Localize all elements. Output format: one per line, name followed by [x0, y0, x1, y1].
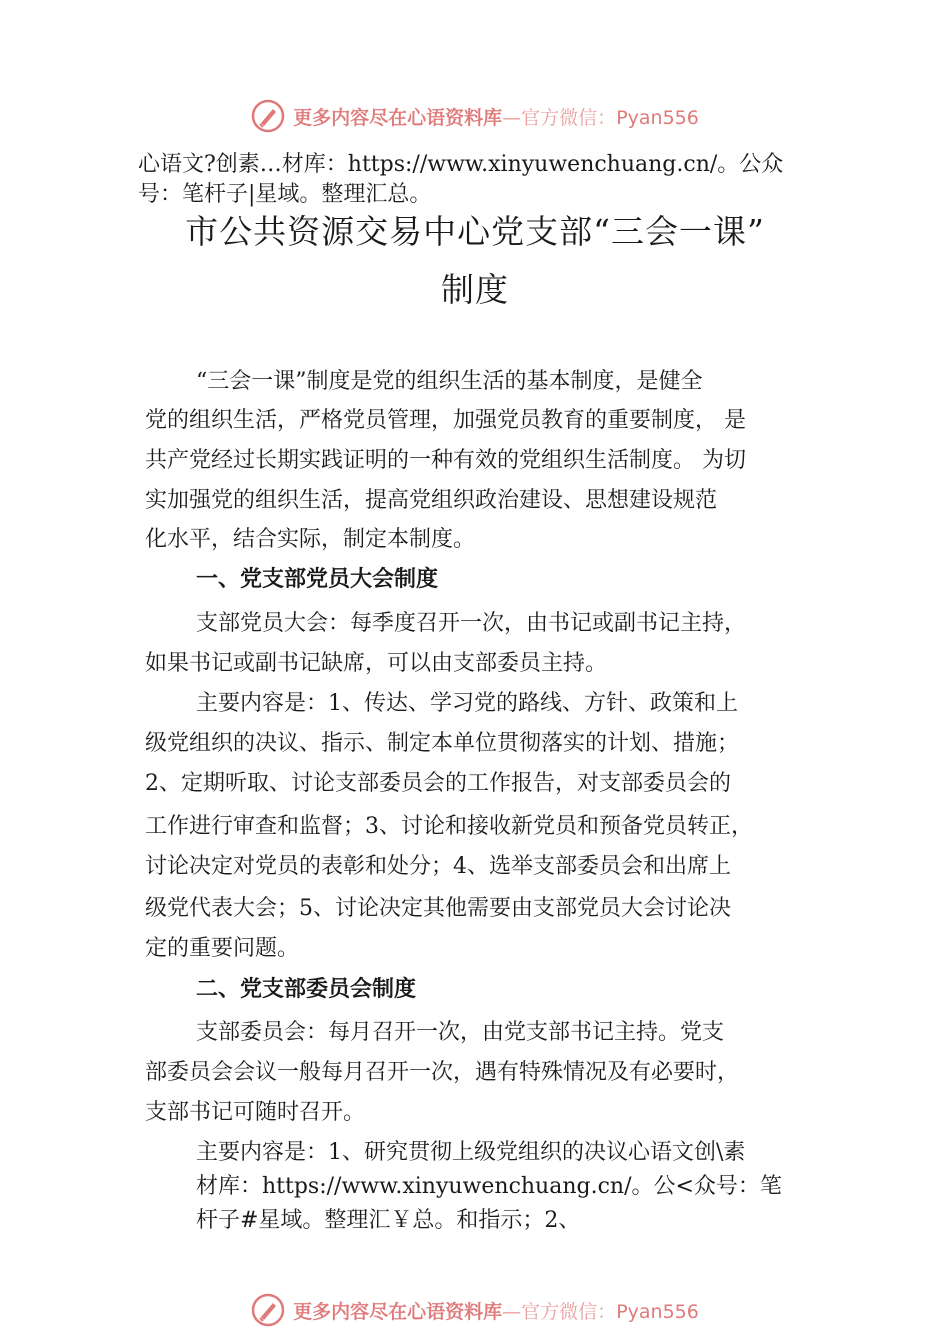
paragraph-line: 支部委员会：每月召开一次，由党支部书记主持。党支 — [196, 1020, 725, 1045]
intro-line: “三会一课”制度是党的组织生活的基本制度，是健全 — [196, 369, 703, 394]
paragraph-line: 杆子#星域。整理汇￥总。和指示；2、 — [196, 1208, 581, 1233]
intro-line: 共产党经过长期实践证明的一种有效的党组织生活制度。 为切 — [145, 448, 746, 473]
page-title: 市公共资源交易中心党支部“三会一课” — [185, 212, 765, 251]
watermark-bottom — [0, 1290, 950, 1330]
paragraph-line: 定的重要问题。 — [145, 936, 300, 961]
watermark-main-text: 更多内容尽在心语资料库 — [293, 1300, 503, 1323]
paragraph-line: 主要内容是：1、研究贯彻上级党组织的决议心语文创\素 — [196, 1140, 746, 1165]
header-note-line: 号：笔杆子|星域。整理汇总。 — [138, 182, 432, 207]
page-title-line2: 制度 — [441, 270, 509, 309]
paragraph-line: 材库：https://www.xinyuwenchuang.cn/。公<众号：笔 — [196, 1174, 782, 1199]
intro-line: 化水平，结合实际，制定本制度。 — [145, 527, 476, 552]
header-note-line: 心语文?创素…材库：https://www.xinyuwenchuang.cn/。公众 — [138, 152, 784, 177]
paragraph-line: 如果书记或副书记缺席，可以由支部委员主持。 — [145, 651, 608, 676]
brand-logo-icon — [251, 99, 285, 133]
paragraph-line: 支部党员大会：每季度召开一次，由书记或副书记主持， — [196, 611, 747, 636]
intro-line: 党的组织生活，严格党员管理，加强党员教育的重要制度， 是 — [145, 408, 746, 433]
paragraph-line: 2、定期听取、讨论支部委员会的工作报告，对支部委员会的 — [145, 771, 731, 796]
paragraph-line: 级党组织的决议、指示、制定本单位贯彻落实的计划、措施； — [145, 731, 740, 756]
paragraph-line: 主要内容是：1、传达、学习党的路线、方针、政策和上 — [196, 691, 738, 716]
intro-line: 实加强党的组织生活，提高党组织政治建设、思想建设规范 — [145, 488, 718, 513]
watermark-official: 官方微信： — [521, 106, 617, 129]
paragraph-line: 级党代表大会；5、讨论决定其他需要由支部党员大会讨论决 — [145, 896, 731, 921]
watermark-wechat-id: Pyan556 — [616, 106, 699, 129]
paragraph-line: 讨论决定对党员的表彰和处分；4、选举支部委员会和出席上 — [145, 854, 731, 879]
watermark-dash: — — [502, 1300, 522, 1323]
brand-logo-icon — [251, 1293, 285, 1327]
watermark-official: 官方微信： — [521, 1300, 617, 1323]
watermark-main-text: 更多内容尽在心语资料库 — [293, 106, 503, 129]
watermark-top — [0, 96, 950, 136]
paragraph-line: 部委员会会议一般每月召开一次，遇有特殊情况及有必要时， — [145, 1060, 740, 1085]
section-heading: 二、党支部委员会制度 — [196, 977, 417, 1002]
section-heading: 一、党支部党员大会制度 — [196, 567, 439, 592]
watermark-wechat-id: Pyan556 — [616, 1300, 699, 1323]
paragraph-line: 支部书记可随时召开。 — [145, 1100, 366, 1125]
watermark-dash: — — [502, 106, 522, 129]
paragraph-line: 工作进行审查和监督；3、讨论和接收新党员和预备党员转正， — [145, 814, 753, 839]
